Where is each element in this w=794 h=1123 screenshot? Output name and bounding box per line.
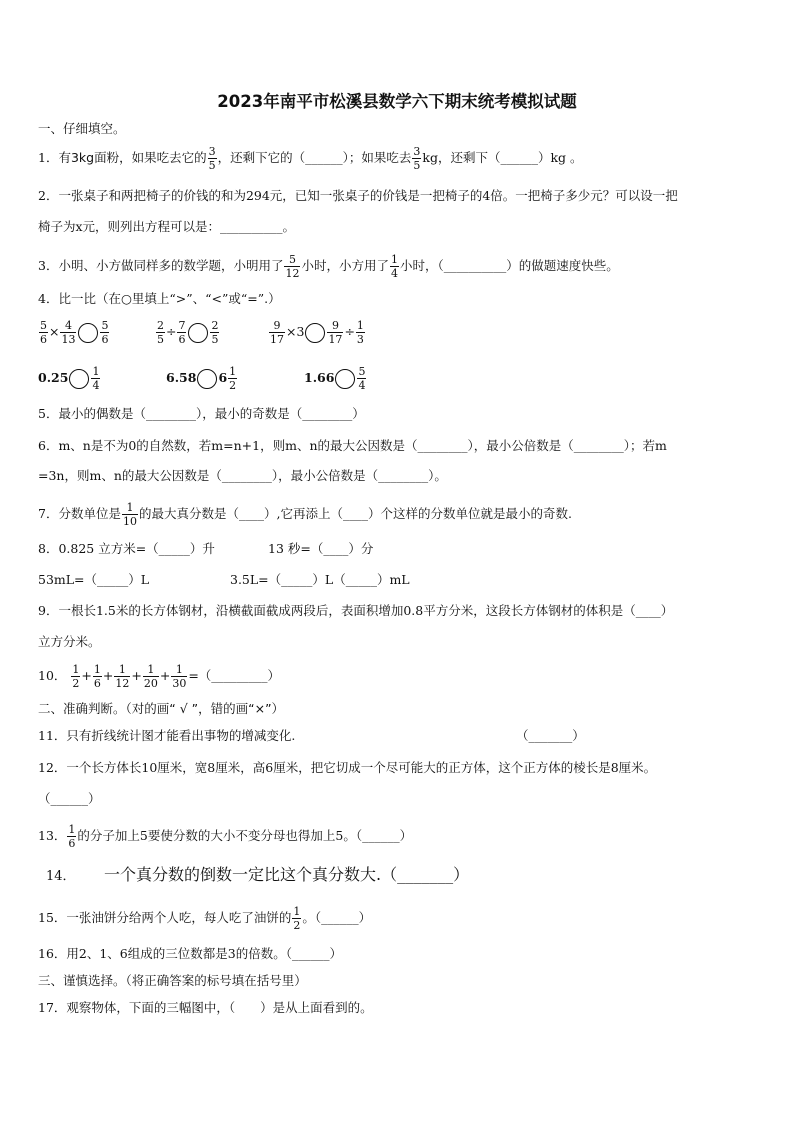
question-12-line-1: 12．一个长方体长10厘米，宽8厘米，高6厘米，把它切成一个尽可能大的正方体，这个正方体的棱长是8厘米。 (38, 760, 657, 775)
compare-expression-1: $\frac{5}{6}$ × $\frac{4}{13}$ $\frac{5}{6}$ (40, 319, 109, 346)
section-heading-fill-in: 一、仔细填空。 (38, 121, 126, 136)
question-15: 15．一张油饼分给两个人吃，每人吃了油饼的 $\frac{1}{2}$ 。（______） (38, 905, 372, 932)
question-3: 3．小明、小方做同样多的数学题，小明用了 $\frac{5}{12}$ 小时，小方用了 $\frac{1}{4}$ 小时，（__________）的做题速度快些。 (38, 253, 619, 280)
compare-circle-blank[interactable] (78, 323, 98, 343)
question-2-line-1: 2．一张桌子和两把椅子的价钱的和为294元，已知一张桌子的价钱是一把椅子的4倍。一把椅子多少元？可以设一把 (38, 188, 678, 203)
question-6-line-1: 6．m、n是不为0的自然数，若m=n+1，则m、n的最大公因数是（________），最小公倍数是（________）；若m (38, 438, 667, 453)
question-9-line-1: 9．一根长1.5米的长方体钢材，沿横截面截成两段后，表面积增加0.8平方分米，这段长方体钢材的体积是（____） (38, 603, 674, 618)
question-11-blank: （_______） (516, 728, 585, 743)
question-1: 1．有3kg面粉，如果吃去它的 $\frac{3}{5}$ ，还剩下它的（______）；如果吃去 $\frac{3}{5}$ kg，还剩下（______）kg 。 (38, 145, 583, 172)
question-6-line-2: =3n，则m、n的最大公因数是（________），最小公倍数是（________）。 (38, 468, 447, 483)
compare-circle-blank[interactable] (197, 369, 217, 389)
fraction: $\frac{1}{10}$ (122, 501, 137, 528)
fraction: $\frac{5}{12}$ (285, 253, 300, 280)
question-12-line-2: （______） (38, 791, 101, 806)
question-8-part-c: 53mL=（_____）L (38, 572, 150, 587)
question-2-line-2: 椅子为x元，则列出方程可以是：__________。 (38, 219, 296, 234)
fraction: $\frac{3}{5}$ (413, 145, 421, 172)
question-13: 13． $\frac{1}{6}$ 的分子加上5要使分数的大小不变分母也得加上5。（______） (38, 823, 413, 850)
question-14-label: 14． (46, 869, 76, 884)
compare-expression-4: 0.25 $\frac{1}{4}$ (38, 365, 100, 392)
fraction: $\frac{3}{5}$ (208, 145, 216, 172)
fraction: $\frac{1}{6}$ (68, 823, 76, 850)
compare-expression-2: $\frac{2}{5}$ ÷ $\frac{7}{6}$ $\frac{2}{5}$ (157, 319, 219, 346)
question-5: 5．最小的偶数是（________），最小的奇数是（________） (38, 406, 365, 421)
compare-expression-3: $\frac{9}{17}$ ×3 $\frac{9}{17}$ ÷ $\frac{1}{3}$ (270, 319, 364, 346)
question-10: 10． $\frac{1}{2}$ + $\frac{1}{6}$ + $\frac{1}{12}$ + $\frac{1}{20}$ + $\frac{1}{30}$ =（_________） (38, 663, 281, 690)
question-11: 11．只有折线统计图才能看出事物的增减变化. (38, 728, 296, 743)
compare-circle-blank[interactable] (335, 369, 355, 389)
compare-expression-5: 6.58 6 $\frac{1}{2}$ (166, 365, 237, 392)
section-heading-choice: 三、谨慎选择。（将正确答案的标号填在括号里） (38, 973, 307, 988)
question-8-part-a: 8．0.825 立方米=（_____）升 (38, 541, 215, 556)
page-title: 2023年南平市松溪县数学六下期末统考模拟试题 (217, 92, 577, 111)
question-7: 7．分数单位是 $\frac{1}{10}$ 的最大真分数是（____）,它再添上（____）个这样的分数单位就是最小的奇数. (38, 501, 572, 528)
question-8-part-b: 13 秒=（____）分 (268, 541, 374, 556)
compare-circle-blank[interactable] (305, 323, 325, 343)
question-17: 17．观察物体，下面的三幅图中，（ ）是从上面看到的。 (38, 1000, 373, 1015)
compare-expression-6: 1.66 $\frac{5}{4}$ (304, 365, 366, 392)
question-8-part-d: 3.5L=（_____）L（_____）mL (230, 572, 410, 587)
section-heading-judge: 二、准确判断。（对的画“ √ ”，错的画“×”） (38, 701, 285, 716)
question-9-line-2: 立方分米。 (38, 634, 101, 649)
fraction: $\frac{1}{4}$ (390, 253, 398, 280)
question-4-intro: 4．比一比（在○里填上“>”、“<”或“=”.） (38, 291, 281, 306)
question-16: 16．用2、1、6组成的三位数都是3的倍数。（______） (38, 946, 342, 961)
question-14: 一个真分数的倒数一定比这个真分数大.（_______） (104, 865, 470, 884)
fraction: $\frac{1}{2}$ (293, 905, 301, 932)
compare-circle-blank[interactable] (69, 369, 89, 389)
compare-circle-blank[interactable] (188, 323, 208, 343)
